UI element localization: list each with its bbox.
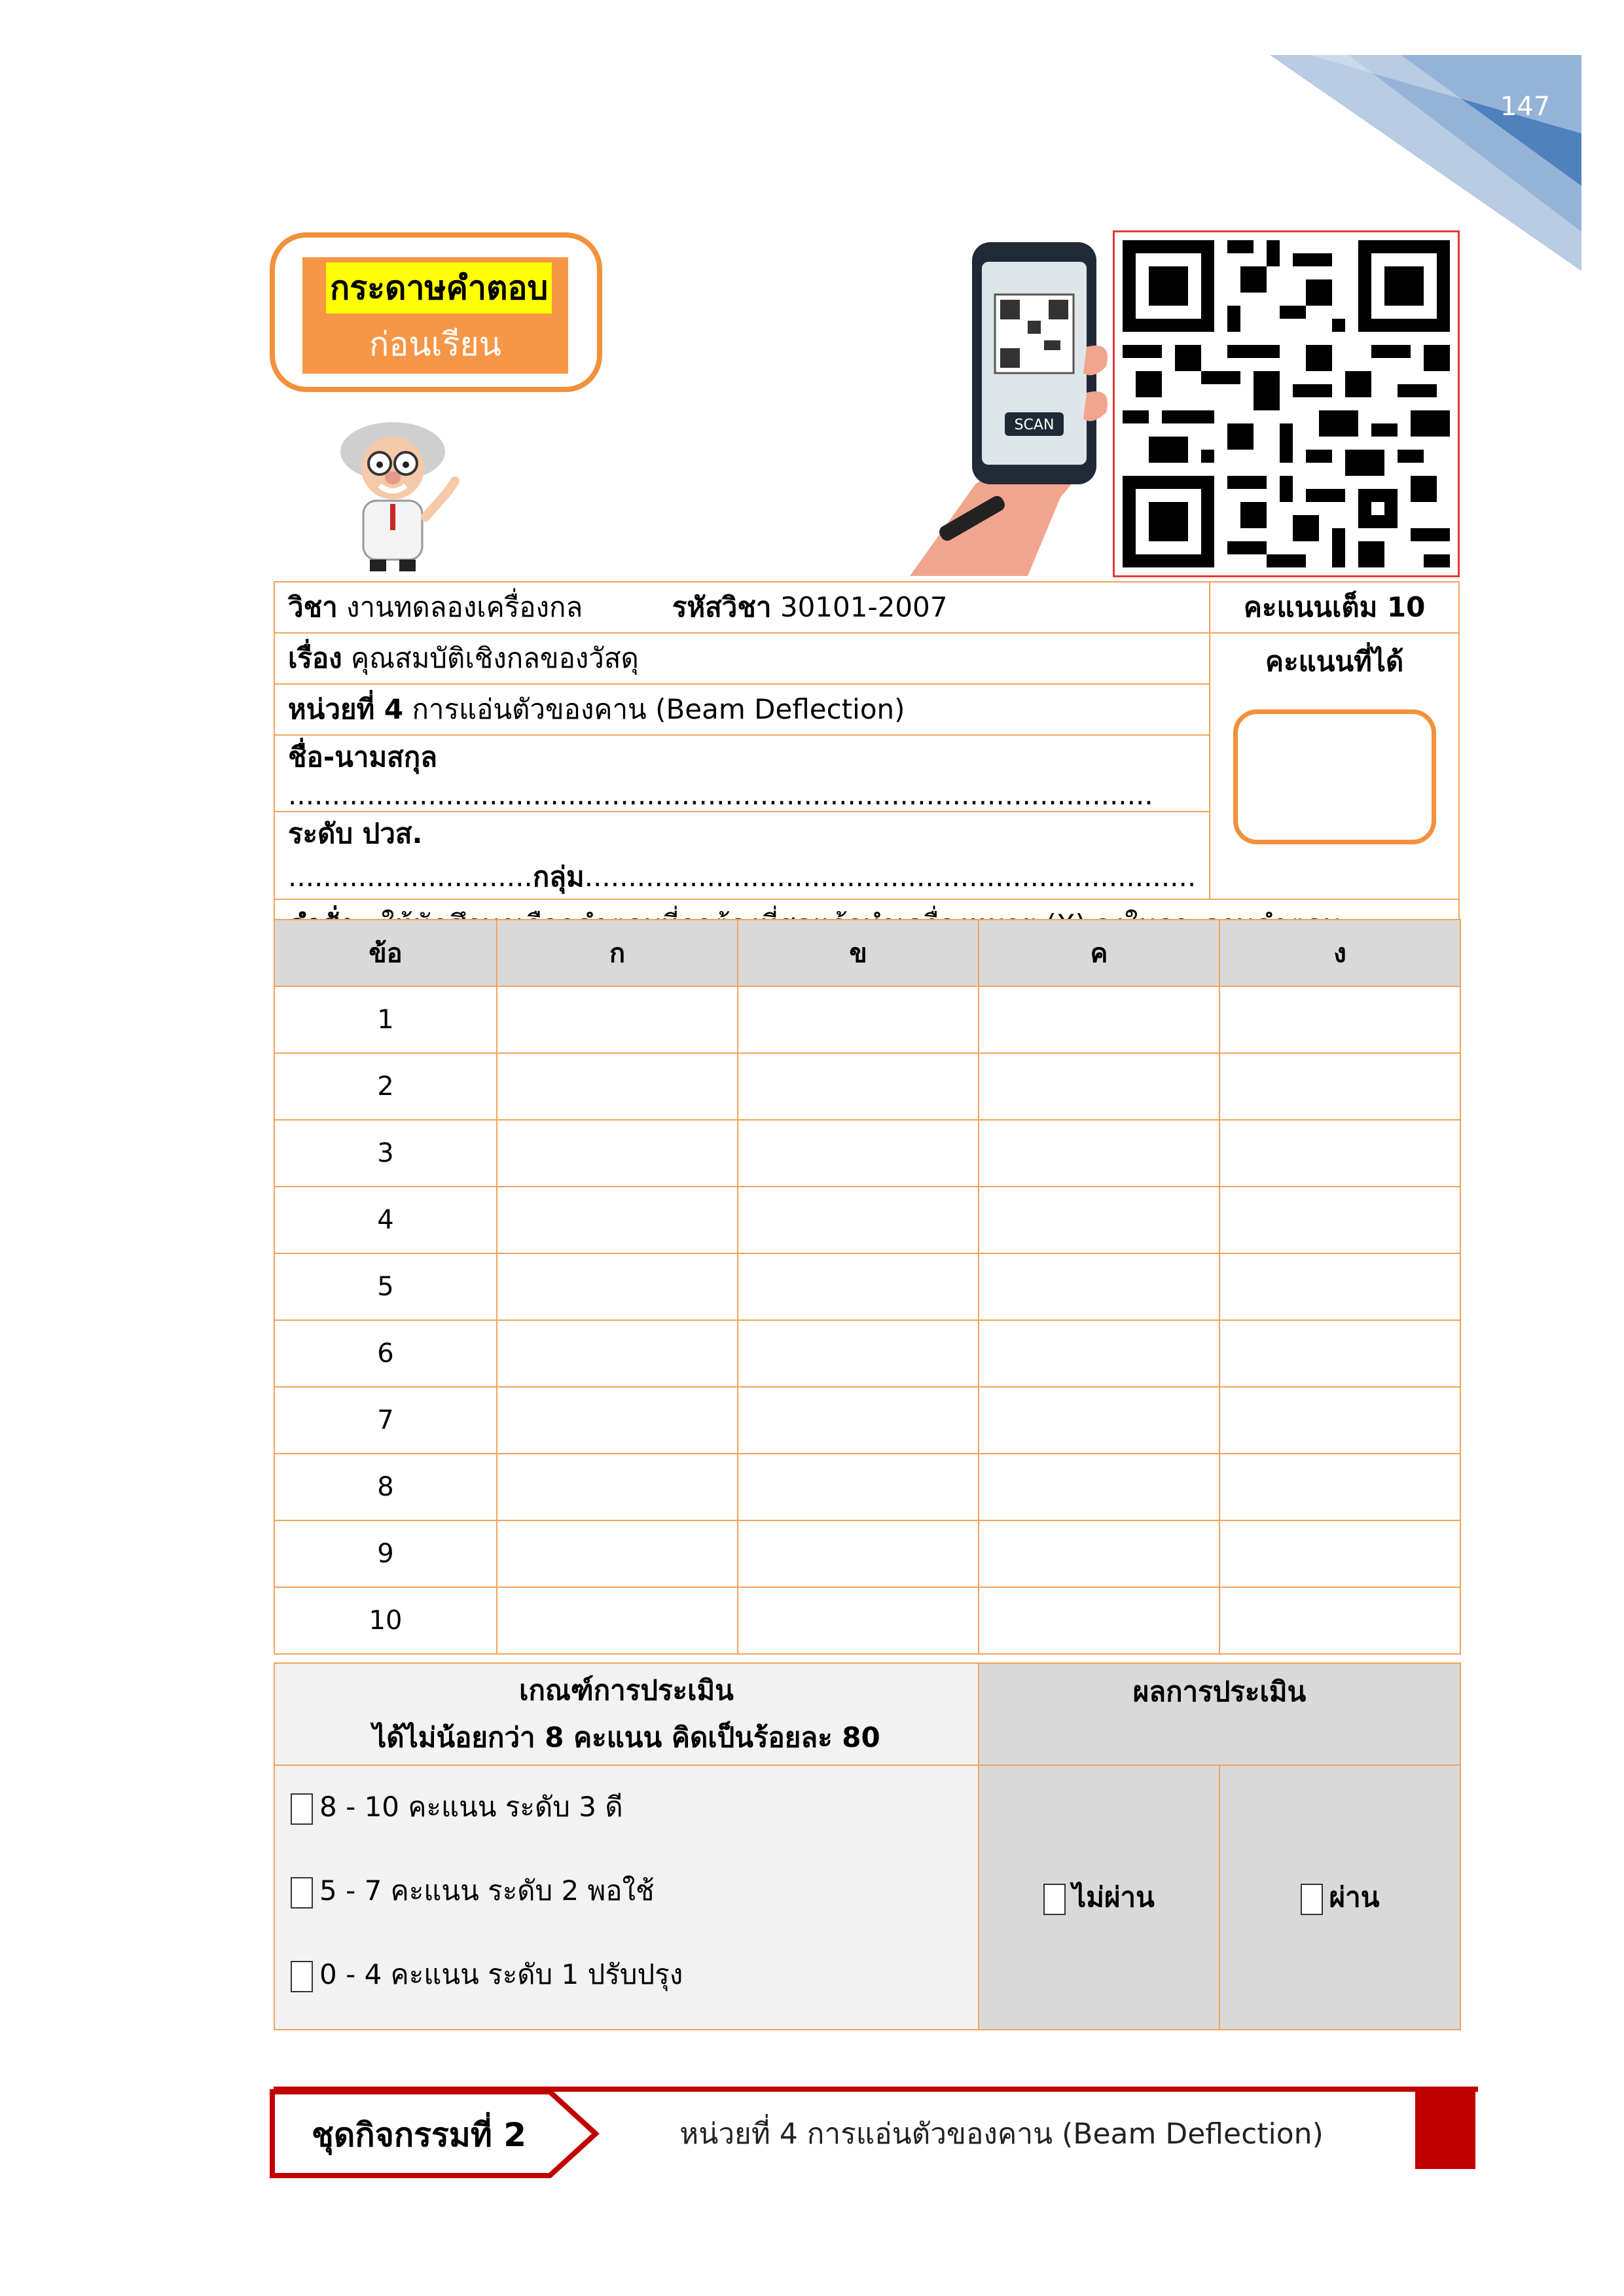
- answer-cell-a[interactable]: [497, 1053, 738, 1120]
- group-label: กลุ่ม: [532, 861, 585, 893]
- table-row: [274, 1120, 1460, 1187]
- table-row: [274, 1253, 1460, 1320]
- answer-cell-d[interactable]: [1219, 986, 1460, 1053]
- answer-cell-d[interactable]: [1219, 1120, 1460, 1187]
- scientist-illustration: [327, 412, 511, 576]
- unit-value: การแอ่นตัวของคาน (Beam Deflection): [412, 693, 905, 725]
- pass-label: ผ่าน: [1329, 1881, 1380, 1913]
- answer-cell-b[interactable]: [738, 1187, 979, 1253]
- answer-cell-a[interactable]: [497, 1187, 738, 1253]
- answer-cell-a[interactable]: [497, 1520, 738, 1587]
- answer-cell-a[interactable]: [497, 1387, 738, 1454]
- level-improve-label: 0 - 4 คะแนน ระดับ 1 ปรับปรุง: [319, 1958, 683, 1990]
- fail-label: ไม่ผ่าน: [1072, 1881, 1155, 1913]
- level-good-checkbox[interactable]: [291, 1793, 313, 1825]
- table-row: [274, 1454, 1460, 1520]
- levels-cell: [274, 1765, 979, 2030]
- answer-cell-d[interactable]: [1219, 1187, 1460, 1253]
- answer-cell-a[interactable]: [497, 1454, 738, 1520]
- answer-sheet-badge: [270, 232, 602, 392]
- answer-cell-b[interactable]: [738, 1520, 979, 1587]
- table-row: [274, 1320, 1460, 1387]
- result-title: ผลการประเมิน: [979, 1663, 1460, 1765]
- answer-cell-b[interactable]: [738, 1253, 979, 1320]
- name-row[interactable]: [274, 735, 1210, 812]
- answer-cell-d[interactable]: [1219, 1587, 1460, 1654]
- answer-cell-b[interactable]: [738, 1320, 979, 1387]
- table-row: [274, 986, 1460, 1053]
- question-number: 10: [274, 1587, 497, 1654]
- table-row: [274, 1187, 1460, 1253]
- answer-cell-d[interactable]: [1219, 1387, 1460, 1454]
- question-number: 3: [274, 1120, 497, 1187]
- answer-cell-b[interactable]: [738, 1387, 979, 1454]
- answer-cell-c[interactable]: [979, 1587, 1219, 1654]
- badge-subtitle: ก่อนเรียน: [369, 325, 501, 363]
- header-choice-d: ง: [1219, 920, 1460, 986]
- badge-background: [302, 257, 568, 374]
- answer-cell-b[interactable]: [738, 986, 979, 1053]
- question-number: 6: [274, 1320, 497, 1387]
- topic-row: [274, 633, 1210, 684]
- question-number: 1: [274, 986, 497, 1053]
- answer-cell-a[interactable]: [497, 986, 738, 1053]
- pass-cell[interactable]: [1219, 1765, 1460, 2030]
- level-good-label: 8 - 10 คะแนน ระดับ 3 ดี: [319, 1791, 623, 1823]
- answer-cell-d[interactable]: [1219, 1253, 1460, 1320]
- footer-activity-label: ชุดกิจกรรมที่ 2: [311, 2116, 527, 2154]
- scan-label: SCAN: [1014, 417, 1055, 433]
- subject-label: วิชา: [288, 591, 338, 623]
- answer-cell-a[interactable]: [497, 1253, 738, 1320]
- answer-cell-a[interactable]: [497, 1320, 738, 1387]
- header-choice-c: ค: [979, 920, 1219, 986]
- table-row: [274, 1587, 1460, 1654]
- criteria-title: เกณฑ์การประเมิน: [519, 1674, 734, 1706]
- score-received-label: คะแนนที่ได้: [1265, 645, 1404, 677]
- pass-checkbox[interactable]: [1301, 1884, 1323, 1915]
- level-improve-checkbox[interactable]: [291, 1961, 313, 1992]
- group-field[interactable]: ......................................................................: [584, 861, 1197, 893]
- topic-value: คุณสมบัติเชิงกลของวัสดุ: [351, 642, 639, 674]
- unit-label: หน่วยที่ 4: [288, 693, 404, 725]
- answer-cell-c[interactable]: [979, 1520, 1219, 1587]
- level-label: ระดับ ปวส.: [288, 817, 423, 850]
- answer-cell-d[interactable]: [1219, 1320, 1460, 1387]
- subject-value: งานทดลองเครื่องกล: [346, 591, 583, 623]
- answer-cell-c[interactable]: [979, 1053, 1219, 1120]
- level-row[interactable]: [274, 812, 1210, 899]
- answer-cell-c[interactable]: [979, 1187, 1219, 1253]
- answer-cell-c[interactable]: [979, 1253, 1219, 1320]
- question-number: 8: [274, 1454, 497, 1520]
- header-choice-a: ก: [497, 920, 738, 986]
- name-field[interactable]: ...................................................................................................: [288, 779, 1153, 811]
- level-fair-label: 5 - 7 คะแนน ระดับ 2 พอใช้: [319, 1874, 655, 1907]
- criteria-header: [274, 1663, 979, 1765]
- level-item-improve[interactable]: [291, 1945, 978, 2029]
- score-received-cell: [1210, 633, 1459, 899]
- answer-cell-c[interactable]: [979, 986, 1219, 1053]
- header-choice-b: ข: [738, 920, 979, 986]
- question-number: 4: [274, 1187, 497, 1253]
- answer-cell-b[interactable]: [738, 1454, 979, 1520]
- footer-square: [1415, 2092, 1475, 2169]
- question-number: 5: [274, 1253, 497, 1320]
- qr-code: [1113, 230, 1460, 577]
- answer-cell-b[interactable]: [738, 1053, 979, 1120]
- fail-cell[interactable]: [979, 1765, 1219, 2030]
- score-box[interactable]: [1233, 709, 1436, 844]
- name-label: ชื่อ-นามสกุล: [288, 741, 437, 773]
- table-row: [274, 1053, 1460, 1120]
- answer-cell-b[interactable]: [738, 1120, 979, 1187]
- answer-cell-a[interactable]: [497, 1120, 738, 1187]
- question-number: 2: [274, 1053, 497, 1120]
- answer-cell-d[interactable]: [1219, 1520, 1460, 1587]
- course-code-label: รหัสวิชา: [672, 591, 772, 623]
- topic-label: เรื่อง: [288, 642, 342, 674]
- answer-cell-c[interactable]: [979, 1120, 1219, 1187]
- subject-row: [274, 582, 1210, 633]
- answer-cell-b[interactable]: [738, 1587, 979, 1654]
- answer-cell-c[interactable]: [979, 1320, 1219, 1387]
- level-item-good[interactable]: [291, 1778, 978, 1861]
- answer-table-header: [274, 920, 1460, 986]
- fail-checkbox[interactable]: [1043, 1884, 1066, 1915]
- unit-row: [274, 684, 1210, 735]
- table-row: [274, 1387, 1460, 1454]
- answer-cell-d[interactable]: [1219, 1454, 1460, 1520]
- evaluation-table: [274, 1662, 1461, 2030]
- course-code-value: 30101-2007: [780, 591, 948, 623]
- question-number: 7: [274, 1387, 497, 1454]
- page-number: 147: [1500, 92, 1551, 122]
- full-score-label: คะแนนเต็ม 10: [1210, 582, 1459, 633]
- answer-cell-d[interactable]: [1219, 1053, 1460, 1120]
- table-row: [274, 1520, 1460, 1587]
- answer-cell-c[interactable]: [979, 1387, 1219, 1454]
- question-number: 9: [274, 1520, 497, 1587]
- level-fair-checkbox[interactable]: [291, 1877, 313, 1909]
- badge-title: กระดาษคำตอบ: [326, 262, 552, 314]
- footer-unit-text: หน่วยที่ 4 การแอ่นตัวของคาน (Beam Deflection): [679, 2117, 1324, 2151]
- level-field[interactable]: ............................: [288, 861, 533, 893]
- header-question-number: ข้อ: [274, 920, 497, 986]
- level-item-fair[interactable]: [291, 1861, 978, 1945]
- phone-scan-illustration: [897, 236, 1119, 576]
- answer-table: [274, 919, 1461, 1655]
- criteria-subtitle: ได้ไม่น้อยกว่า 8 คะแนน คิดเป็นร้อยละ 80: [372, 1721, 880, 1753]
- answer-cell-c[interactable]: [979, 1454, 1219, 1520]
- student-info-table: [274, 581, 1460, 951]
- answer-cell-a[interactable]: [497, 1587, 738, 1654]
